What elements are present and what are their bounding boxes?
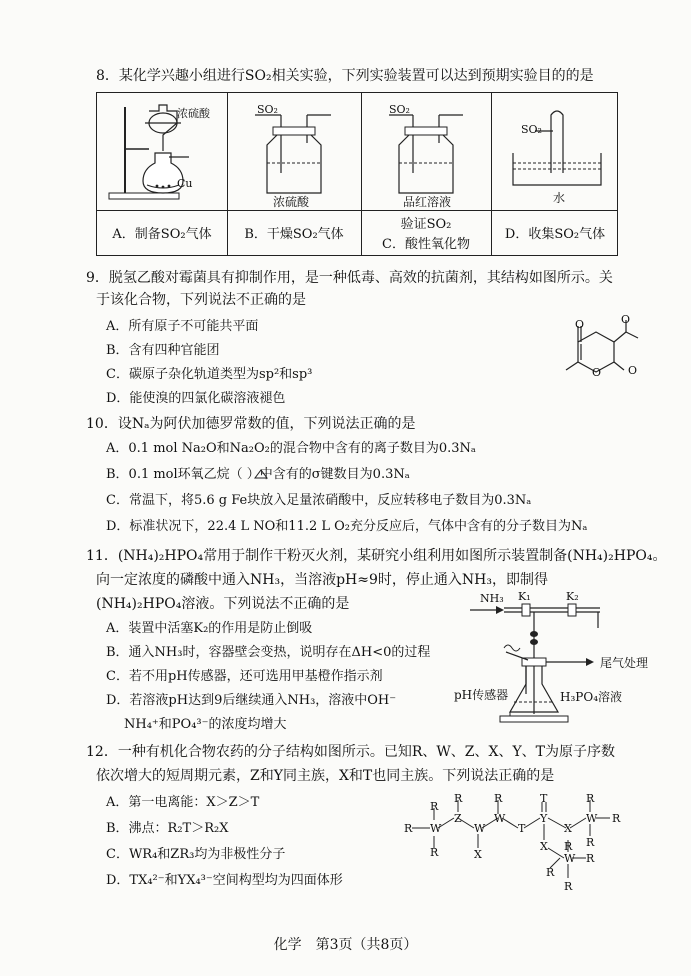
q8-option-c-line1: 验证SO₂ <box>400 217 452 232</box>
q11-stem-line1: 11．(NH₄)₂HPO₄常用于制作干粉灭火剂，某研究小组利用如图所示装置制备(NH₄)₂HPO₄。 <box>86 548 667 564</box>
q12-atom-label: X <box>564 822 572 835</box>
q12-option-d: D．TX₄²⁻和YX₄³⁻空间构型均为四面体形 <box>106 873 343 888</box>
q10-option-a: A．0.1 mol Na₂O和Na₂O₂的混合物中含有的离子数目为0.3Nₐ <box>106 441 476 456</box>
q9-option-d: D．能使溴的四氯化碳溶液褪色 <box>106 391 286 406</box>
q11-label-k2: K₂ <box>566 590 579 603</box>
epoxide-ring-icon <box>254 468 268 480</box>
q12-stem-line2: 依次增大的短周期元素，Z和Y同主族，X和T也同主族。下列说法正确的是 <box>96 768 555 784</box>
q12-atom-label: W <box>564 852 576 865</box>
q12-atom-label: R <box>430 800 439 813</box>
q9-stem-line1: 9．脱氢乙酸对霉菌具有抑制作用，是一种低毒、高效的抗菌剂，其结构如图所示。关 <box>86 270 613 286</box>
q10-option-d: D．标准状况下，22.4 L NO和11.2 L O₂充分反应后，气体中含有的分子数目为Nₐ <box>106 519 588 534</box>
label-conc-sulfuric: 浓硫酸 <box>177 107 210 120</box>
q10-option-c: C．常温下，将5.6 g Fe块放入足量浓硝酸中，反应转移电子数目为0.3Nₐ <box>106 493 532 508</box>
q12-atom-label: X <box>540 840 548 853</box>
q8-option-b: B．干燥SO₂气体 <box>244 227 344 242</box>
q9-option-a: A．所有原子不可能共平面 <box>106 319 259 334</box>
label-so2-d: SO₂ <box>521 123 542 136</box>
q11-option-d-line1: D．若溶液pH达到9后继续通入NH₃，溶液中OH⁻ <box>106 693 397 708</box>
q12-atom-label: Y <box>540 812 548 825</box>
q11-stem-line3: (NH₄)₂HPO₄溶液。下列说法不正确的是 <box>96 596 350 612</box>
q8-option-d: D．收集SO₂气体 <box>504 227 606 242</box>
q12-atom-label: Z <box>454 812 462 825</box>
q11-option-b: B．通入NH₃时，容器壁会变热，说明存在ΔH<0的过程 <box>106 645 431 660</box>
q11-stem-line2: 向一定浓度的磷酸中通入NH₃，当溶液pH≈9时，停止通入NH₃，即制得 <box>96 572 548 588</box>
q9-stem-line2: 于该化合物，下列说法不正确的是 <box>96 292 306 308</box>
q10-stem: 10．设Nₐ为阿伏加德罗常数的值，下列说法正确的是 <box>86 416 416 432</box>
q8-stem: 8．某化学兴趣小组进行SO₂相关实验，下列实验装置可以达到预期实验目的的是 <box>96 68 594 84</box>
label-magenta-solution: 品红溶液 <box>403 195 452 209</box>
q11-option-c: C．若不用pH传感器，还可选用甲基橙作指示剂 <box>106 669 383 684</box>
q12-atom-label: R <box>586 852 595 865</box>
q12-atom-label: T <box>540 792 548 805</box>
table-divider <box>97 210 617 211</box>
q12-atom-label: T <box>518 822 526 835</box>
q12-atom-label: R <box>586 792 595 805</box>
q12-atom-label: R <box>494 792 503 805</box>
q9-oxygen-label: O <box>592 366 602 379</box>
label-water: 水 <box>553 191 566 205</box>
q12-option-b: B．沸点：R₂T＞R₂X <box>106 821 229 836</box>
q9-oxygen-label: O <box>621 313 631 326</box>
q12-atom-label: W <box>430 822 442 835</box>
q10-option-b: B．0.1 mol环氧乙烷（ ）中含有的σ键数目为0.3Nₐ <box>106 467 410 482</box>
q12-atom-label: R <box>404 822 413 835</box>
q9-option-c: C．碳原子杂化轨道类型为sp²和sp³ <box>106 367 313 382</box>
q12-atom-label: R <box>564 840 573 853</box>
q9-structure-dehydroacetic-acid <box>548 318 638 398</box>
q8-option-c-line2: C．酸性氧化物 <box>382 237 470 252</box>
q11-option-a: A．装置中活塞K₂的作用是防止倒吸 <box>106 621 313 636</box>
q9-oxygen-label: O <box>575 318 585 331</box>
q9-option-b: B．含有四种官能团 <box>106 343 220 358</box>
q11-option-d-line2: NH₄⁺和PO₄³⁻的浓度均增大 <box>124 717 287 732</box>
label-so2-b: SO₂ <box>257 103 278 116</box>
page-footer: 化学 第3页（共8页） <box>273 937 418 953</box>
q12-atom-label: R <box>454 792 463 805</box>
q11-label-nh3: NH₃ <box>480 592 504 605</box>
q11-label-ph-sensor: pH传感器 <box>454 688 509 702</box>
q12-atom-label: W <box>586 812 598 825</box>
q11-label-k1: K₁ <box>518 590 531 603</box>
q11-label-h3po4: H₃PO₄溶液 <box>560 690 622 704</box>
q12-atom-label: R <box>586 836 595 849</box>
q11-label-tail-gas: 尾气处理 <box>600 656 649 670</box>
q12-atom-label: R <box>546 866 555 879</box>
q12-option-c: C．WR₄和ZR₃均为非极性分子 <box>106 847 286 862</box>
q9-oxygen-label: O <box>628 364 638 377</box>
q12-atom-label: R <box>612 812 621 825</box>
q8-apparatus-table <box>96 92 618 256</box>
label-copper: Cu <box>177 177 193 190</box>
q12-atom-label: X <box>474 848 482 861</box>
q12-atom-label: W <box>474 822 486 835</box>
q8-option-a: A．制备SO₂气体 <box>112 227 212 242</box>
q12-atom-label: R <box>564 880 573 893</box>
q12-atom-label: W <box>494 812 506 825</box>
q12-stem-line1: 12．一种有机化合物农药的分子结构如图所示。已知R、W、Z、X、Y、T为原子序数 <box>86 744 616 760</box>
label-conc-sulfuric-b: 浓硫酸 <box>273 195 310 209</box>
label-so2-c: SO₂ <box>389 103 410 116</box>
q12-option-a: A．第一电离能：X＞Z＞T <box>106 795 260 810</box>
q12-atom-label: R <box>430 846 439 859</box>
